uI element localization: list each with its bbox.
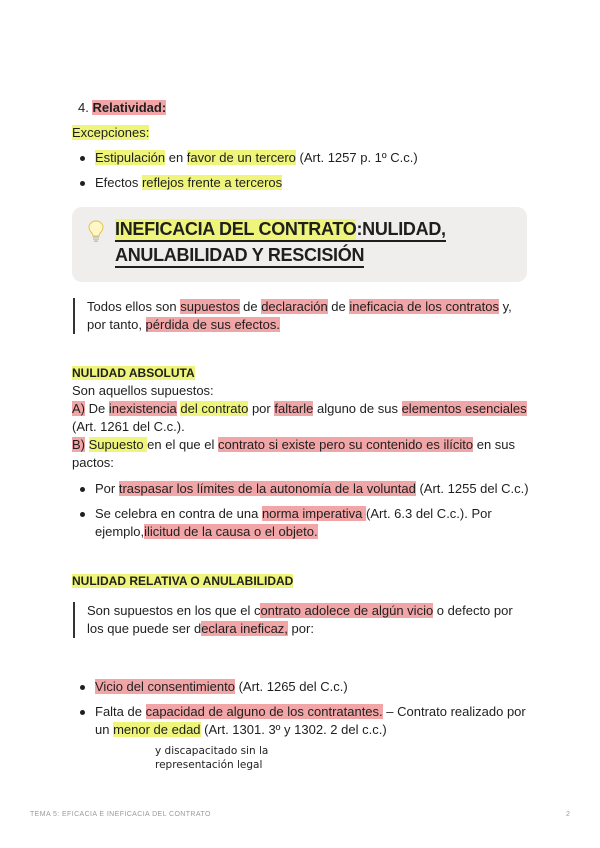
bullet-dot (80, 685, 85, 690)
text-span: Efectos (95, 175, 142, 190)
callout-title-rest: :NULIDAD, (356, 219, 445, 242)
text-span: (Art. 1301. 3º y 1302. 2 del c.c.) (200, 722, 387, 737)
nulidad-relativa-bullet-2 (95, 703, 526, 721)
handwritten-note-line1: y discapacitado sin la (155, 745, 269, 757)
text-span: (Art. 6.3 del C.c.). Por (366, 506, 492, 521)
item-label: Relatividad: (92, 100, 167, 115)
text-span: Todos ellos son (87, 299, 181, 314)
text-span: – Contrato realizado por (382, 704, 526, 719)
quote-bar (73, 298, 75, 334)
nulidad-absoluta-a2: (Art. 1261 del C.c.). (72, 419, 185, 434)
text-span: supuestos (180, 299, 240, 314)
callout-title (115, 218, 515, 267)
text-span: De (85, 401, 109, 416)
bullet-dot (80, 512, 85, 517)
text-span: ineficacia de los contratos (349, 299, 499, 314)
text-span: ilicitud de la causa o el objeto. (144, 524, 318, 539)
section-heading: NULIDAD RELATIVA O ANULABILIDAD (72, 574, 294, 588)
text-span: del contrato (180, 401, 249, 416)
nulidad-absoluta-heading (72, 365, 195, 381)
text-span: de (327, 299, 350, 314)
text-span: declaración (261, 299, 328, 314)
nulidad-absoluta-bullet-1 (95, 480, 529, 498)
nulidad-relativa-bullet-2b (95, 721, 387, 739)
text-span: traspasar los límites de la autonomía de la voluntad (118, 481, 416, 496)
bullet-dot (80, 487, 85, 492)
text-span: Por (95, 481, 119, 496)
nulidad-relativa-bullet-1 (95, 678, 348, 696)
nulidad-relativa-heading (72, 573, 293, 589)
text-span: por: (287, 621, 314, 636)
text-span: (Art. 1265 del C.c.) (234, 679, 348, 694)
text-span: elementos esenciales (401, 401, 527, 416)
text-span: contrato si existe pero su contenido es ilícito (218, 437, 474, 452)
text-span: Son supuestos en los que el c (87, 603, 261, 618)
bullet-dot (80, 156, 85, 161)
text-span: A) (72, 401, 85, 416)
text-span: (Art. 1255 del C.c.) (415, 481, 529, 496)
text-span: favor de un tercero (186, 150, 296, 165)
text-span: Se celebra en contra de una (95, 506, 262, 521)
text-span: y, (498, 299, 512, 314)
text-span: Estipulación (95, 150, 166, 165)
bullet-dot (80, 710, 85, 715)
nulidad-absoluta-bullet-2b (95, 523, 318, 541)
text-span: Supuesto (88, 437, 148, 452)
text-span: en (165, 150, 187, 165)
text-span: los que puede ser d (87, 621, 202, 636)
quote1-line2 (87, 316, 280, 334)
footer-title: TEMA 5: EFICACIA E INEFICACIA DEL CONTRATO (30, 811, 211, 818)
lightbulb-icon (88, 220, 104, 242)
nulidad-absoluta-bullet-2 (95, 505, 492, 523)
text-span: por (248, 401, 275, 416)
text-span: faltarle (274, 401, 314, 416)
quote2-line1 (87, 602, 513, 620)
text-span: en sus (473, 437, 516, 452)
text-span: de (239, 299, 262, 314)
text-span: Falta de (95, 704, 146, 719)
section-heading: NULIDAD ABSOLUTA (72, 366, 195, 380)
text-span: eclara ineficaz, (201, 621, 288, 636)
quote2-line2 (87, 620, 314, 638)
text-span: ontrato adolece de algún vicio (260, 603, 434, 618)
item-number: 4. (78, 100, 89, 115)
text-span: inexistencia (108, 401, 177, 416)
text-span: menor de edad (113, 722, 201, 737)
nulidad-absoluta-a (72, 400, 527, 418)
item-relatividad (78, 99, 166, 117)
text-span: capacidad de alguno de los contratantes. (145, 704, 383, 719)
text-span: Vicio del consentimiento (95, 679, 235, 694)
callout-title-line2: ANULABILIDAD Y RESCISIÓN (115, 245, 364, 268)
text-span: (Art. 1257 p. 1º C.c.) (295, 150, 418, 165)
excepciones-heading (72, 124, 149, 142)
text-span: norma imperativa (261, 506, 366, 521)
text-span: alguno de sus (313, 401, 402, 416)
callout-title-highlight: INEFICACIA DEL CONTRATO (115, 219, 356, 242)
text-span: en el que el (147, 437, 219, 452)
nulidad-absoluta-b2: pactos: (72, 455, 114, 470)
nulidad-absoluta-intro: Son aquellos supuestos: (72, 383, 214, 398)
handwritten-note-line2: representación legal (155, 759, 263, 771)
excepciones-bullet-1 (95, 149, 418, 167)
text-span: B) (72, 437, 85, 452)
text-span: o defecto por (433, 603, 513, 618)
excepciones-bullet-2 (95, 174, 282, 192)
text-span: pérdida de sus efectos. (145, 317, 280, 332)
footer-page-number: 2 (566, 811, 571, 818)
bullet-dot (80, 181, 85, 186)
quote-bar (73, 602, 75, 638)
text-span: reflejos frente a terceros (141, 175, 283, 190)
excepciones-heading-text: Excepciones: (72, 125, 150, 140)
text-span: un (95, 722, 114, 737)
text-span: ejemplo, (95, 524, 145, 539)
text-span: por tanto, (87, 317, 146, 332)
quote1-line1 (87, 298, 512, 316)
nulidad-absoluta-b (72, 436, 515, 454)
